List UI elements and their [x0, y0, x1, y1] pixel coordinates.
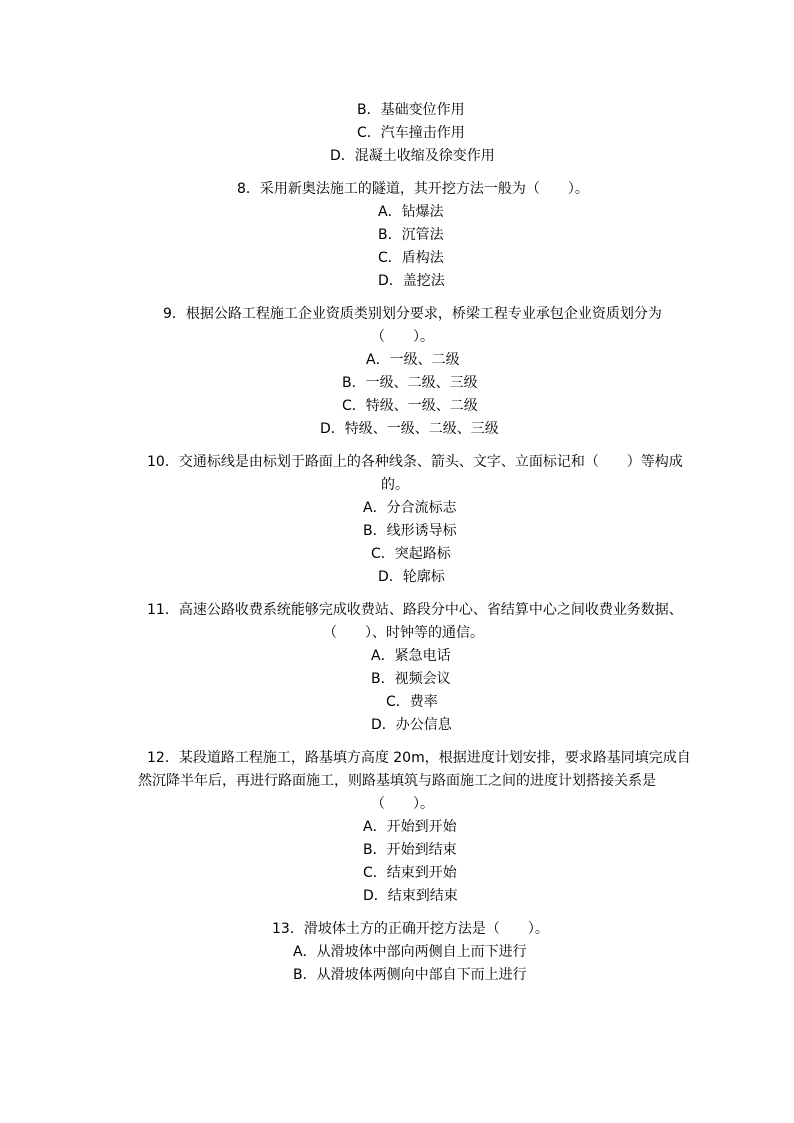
- answer-option: C．费率: [386, 694, 438, 710]
- answer-option: D．盖挖法: [378, 273, 445, 289]
- answer-option: C．结束到开始: [363, 865, 457, 881]
- question-text: 11．高速公路收费系统能够完成收费站、路段分中心、省结算中心之间收费业务数据、: [147, 602, 683, 618]
- answer-option: D．特级、一级、二级、三级: [320, 421, 499, 437]
- answer-option: C．特级、一级、二级: [342, 398, 478, 414]
- answer-option: A．紧急电话: [371, 648, 451, 664]
- answer-option: D．混凝土收缩及徐变作用: [330, 148, 495, 164]
- question-text: 9．根据公路工程施工企业资质类别划分要求，桥梁工程专业承包企业资质划分为: [163, 306, 662, 322]
- answer-option: B．视频会议: [371, 671, 451, 687]
- answer-option: B．开始到结束: [363, 842, 457, 858]
- question-continuation: （ ）。: [371, 796, 434, 812]
- question-text: 10．交通标线是由标划于路面上的各种线条、箭头、文字、立面标记和（ ）等构成: [147, 454, 683, 470]
- answer-option: C．汽车撞击作用: [357, 125, 465, 141]
- question-text: 8．采用新奥法施工的隧道，其开挖方法一般为（ ）。: [237, 181, 589, 197]
- answer-option: B．从滑坡体两侧向中部自下而上进行: [293, 967, 527, 983]
- answer-option: D．轮廓标: [378, 569, 445, 585]
- answer-option: B．沉管法: [378, 227, 444, 243]
- answer-option: A．开始到开始: [363, 819, 457, 835]
- question-continuation: （ ）、时钟等的通信。: [323, 625, 484, 641]
- answer-option: D．结束到结束: [363, 888, 458, 904]
- question-text: 13．滑坡体土方的正确开挖方法是（ ）。: [272, 921, 549, 937]
- answer-option: C．突起路标: [371, 546, 451, 562]
- answer-option: A．分合流标志: [363, 500, 457, 516]
- answer-option: B．基础变位作用: [357, 102, 465, 118]
- answer-option: D．办公信息: [371, 717, 452, 733]
- answer-option: A．从滑坡体中部向两侧自上而下进行: [293, 944, 527, 960]
- answer-option: A．钻爆法: [378, 204, 444, 220]
- answer-option: B．一级、二级、三级: [342, 375, 478, 391]
- answer-option: C．盾构法: [378, 250, 444, 266]
- question-continuation: 的。: [381, 477, 409, 493]
- answer-option: B．线形诱导标: [363, 523, 457, 539]
- question-continuation: 然沉降半年后，再进行路面施工，则路基填筑与路面施工之间的进度计划搭接关系是: [138, 773, 656, 789]
- answer-option: A．一级、二级: [366, 352, 460, 368]
- question-text: 12．某段道路工程施工，路基填方高度 20m，根据进度计划安排，要求路基同填完成自: [147, 750, 691, 766]
- question-continuation: （ ）。: [371, 329, 434, 345]
